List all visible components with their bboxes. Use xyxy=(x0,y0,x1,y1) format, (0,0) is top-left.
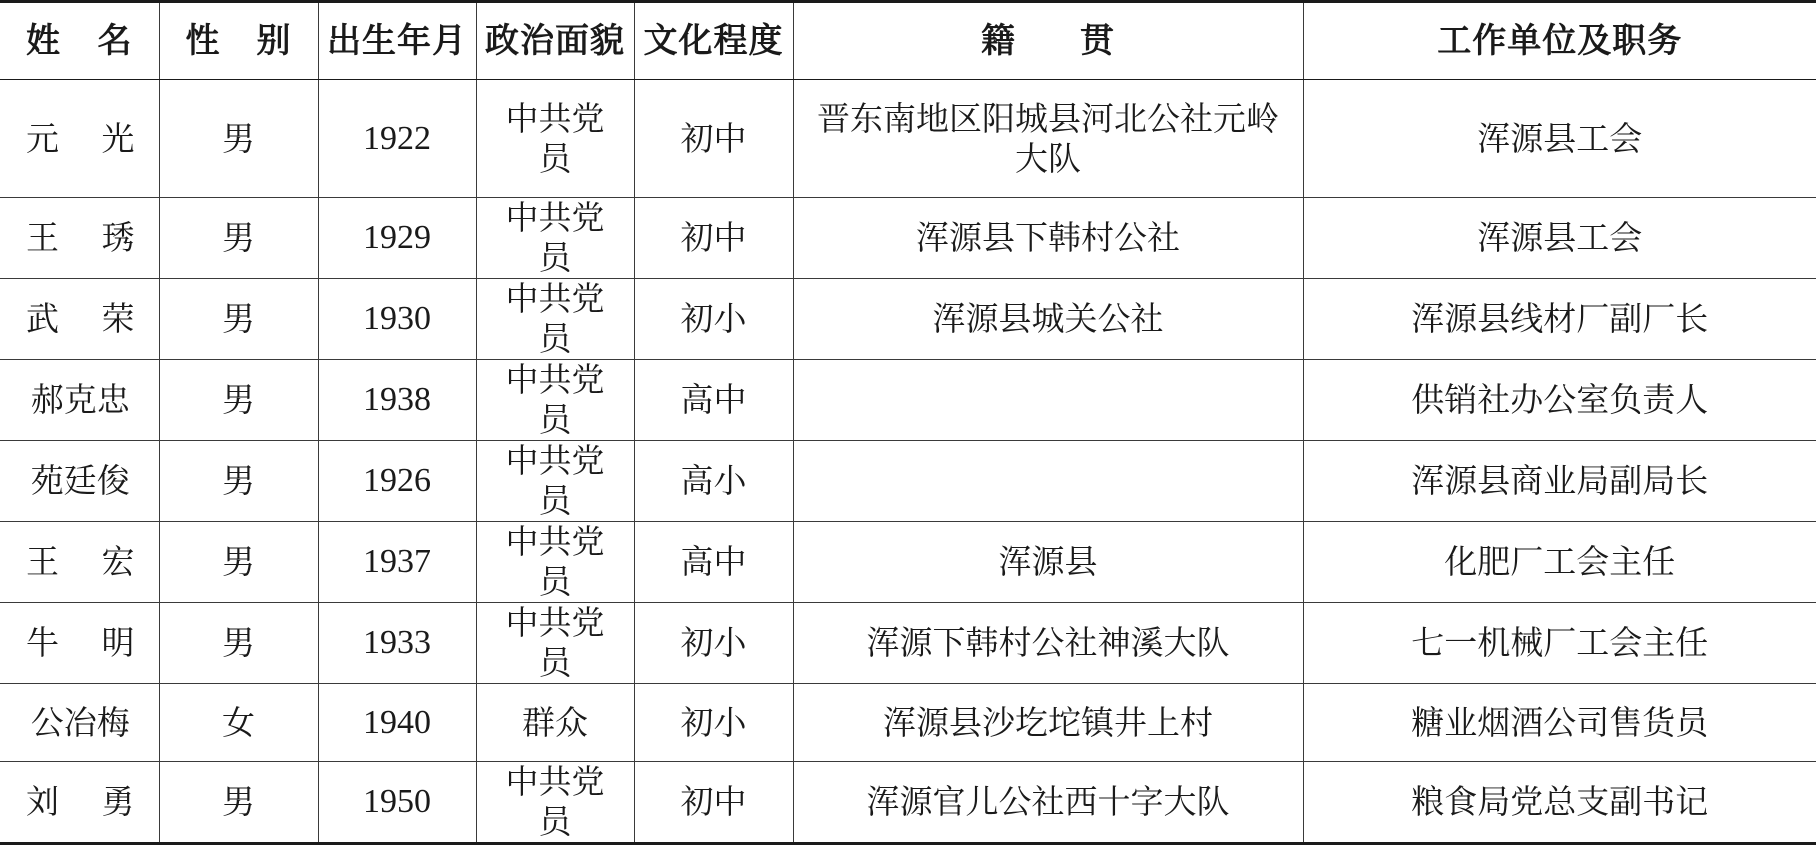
table-row xyxy=(0,279,1816,360)
name-part: 牛 xyxy=(26,623,59,662)
table-body xyxy=(0,80,1816,844)
cell-education: 高中 xyxy=(634,522,793,603)
cell-birth: 1950 xyxy=(318,762,476,844)
cell-native-place: 浑源下韩村公社神溪大队 xyxy=(793,603,1303,684)
cell-gender: 女 xyxy=(159,684,318,762)
cell-birth: 1926 xyxy=(318,441,476,522)
cell-native-place xyxy=(793,441,1303,522)
cell-birth: 1922 xyxy=(318,80,476,198)
cell-name xyxy=(0,441,159,522)
cell-party: 群众 xyxy=(476,684,634,762)
cell-job: 浑源县商业局副局长 xyxy=(1303,441,1816,522)
table-row xyxy=(0,762,1816,844)
cell-party: 中共党员 xyxy=(476,441,634,522)
header-gender-char: 性 xyxy=(185,21,221,61)
name-part: 勇 xyxy=(101,782,135,821)
cell-native-place: 浑源县下韩村公社 xyxy=(793,198,1303,279)
name-part: 郝克忠 xyxy=(30,380,130,419)
header-gender-char: 别 xyxy=(256,21,292,61)
header-birth: 出生年月 xyxy=(318,2,476,80)
table-row xyxy=(0,603,1816,684)
table-row xyxy=(0,360,1816,441)
cell-native-place: 浑源官儿公社西十字大队 xyxy=(793,762,1303,844)
header-job: 工作单位及职务 xyxy=(1303,2,1816,80)
header-name-char: 名 xyxy=(97,21,133,61)
cell-name xyxy=(0,762,159,844)
cell-name xyxy=(0,80,159,198)
cell-job: 浑源县工会 xyxy=(1303,198,1816,279)
name-part: 光 xyxy=(101,118,135,158)
cell-gender: 男 xyxy=(159,360,318,441)
cell-name xyxy=(0,684,159,762)
cell-job: 化肥厂工会主任 xyxy=(1303,522,1816,603)
cell-name xyxy=(0,360,159,441)
cell-education: 初小 xyxy=(634,684,793,762)
table-row xyxy=(0,441,1816,522)
cell-birth: 1933 xyxy=(318,603,476,684)
cell-education: 初中 xyxy=(634,762,793,844)
name-part: 荣 xyxy=(101,299,135,338)
name-part: 琇 xyxy=(101,218,135,257)
cell-party: 中共党员 xyxy=(476,279,634,360)
cell-education: 初中 xyxy=(634,80,793,198)
cell-education: 初小 xyxy=(634,603,793,684)
name-part: 宏 xyxy=(101,542,135,581)
header-native-char: 贯 xyxy=(1080,21,1115,61)
cell-native-place: 晋东南地区阳城县河北公社元岭大队 xyxy=(793,80,1303,198)
header-name-char: 姓 xyxy=(26,21,61,61)
table-row xyxy=(0,80,1816,198)
header-native-char: 籍 xyxy=(981,21,1016,61)
cell-birth: 1929 xyxy=(318,198,476,279)
cell-gender: 男 xyxy=(159,603,318,684)
cell-birth: 1938 xyxy=(318,360,476,441)
cell-education: 高中 xyxy=(634,360,793,441)
cell-gender: 男 xyxy=(159,441,318,522)
name-part: 元 xyxy=(26,118,59,158)
cell-party: 中共党员 xyxy=(476,762,634,844)
cell-gender: 男 xyxy=(159,279,318,360)
table-row xyxy=(0,684,1816,762)
name-part: 王 xyxy=(26,542,59,581)
cell-name xyxy=(0,522,159,603)
header-party: 政治面貌 xyxy=(476,2,634,80)
cell-party: 中共党员 xyxy=(476,198,634,279)
cell-job: 糖业烟酒公司售货员 xyxy=(1303,684,1816,762)
table-header-row xyxy=(0,2,1816,80)
cell-birth: 1940 xyxy=(318,684,476,762)
name-part: 王 xyxy=(26,218,59,257)
cell-job: 浑源县工会 xyxy=(1303,80,1816,198)
cell-native-place: 浑源县沙圪坨镇井上村 xyxy=(793,684,1303,762)
header-education: 文化程度 xyxy=(634,2,793,80)
header-gender xyxy=(159,2,318,80)
cell-gender: 男 xyxy=(159,80,318,198)
cell-party: 中共党员 xyxy=(476,522,634,603)
cell-job: 七一机械厂工会主任 xyxy=(1303,603,1816,684)
cell-party: 中共党员 xyxy=(476,360,634,441)
table-row xyxy=(0,522,1816,603)
cell-education: 初小 xyxy=(634,279,793,360)
cell-native-place: 浑源县城关公社 xyxy=(793,279,1303,360)
name-part: 刘 xyxy=(26,782,59,821)
name-part: 公冶梅 xyxy=(30,702,130,742)
cell-party: 中共党员 xyxy=(476,80,634,198)
cell-name xyxy=(0,279,159,360)
cell-education: 初中 xyxy=(634,198,793,279)
cell-job: 粮食局党总支副书记 xyxy=(1303,762,1816,844)
cell-education: 高小 xyxy=(634,441,793,522)
cell-native-place: 浑源县 xyxy=(793,522,1303,603)
cell-native-place xyxy=(793,360,1303,441)
cell-job: 供销社办公室负责人 xyxy=(1303,360,1816,441)
name-part: 明 xyxy=(101,623,135,662)
name-part: 苑廷俊 xyxy=(30,461,130,500)
cell-gender: 男 xyxy=(159,522,318,603)
cell-job: 浑源县线材厂副厂长 xyxy=(1303,279,1816,360)
cell-birth: 1930 xyxy=(318,279,476,360)
header-name xyxy=(0,2,159,80)
cell-birth: 1937 xyxy=(318,522,476,603)
cell-gender: 男 xyxy=(159,762,318,844)
header-native-place xyxy=(793,2,1303,80)
cell-name xyxy=(0,603,159,684)
cell-gender: 男 xyxy=(159,198,318,279)
cell-party: 中共党员 xyxy=(476,603,634,684)
name-part: 武 xyxy=(26,299,59,338)
table-row xyxy=(0,198,1816,279)
cell-name xyxy=(0,198,159,279)
